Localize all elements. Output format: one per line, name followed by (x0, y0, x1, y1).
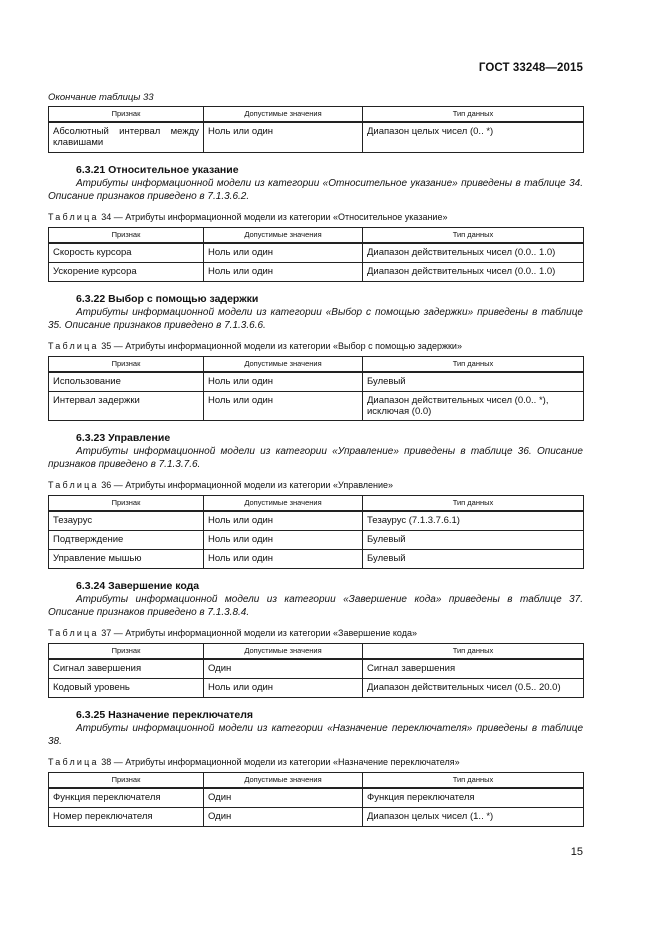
table-header-cell: Признак (49, 228, 204, 244)
table-caption-text: 35 — Атрибуты информационной модели из категории «Выбор с помощью задержки» (101, 341, 462, 351)
section-body: Атрибуты информационной модели из категории «Назначение переключателя» приведены в таблице 38. (48, 723, 583, 747)
table-cell: Ноль или один (204, 372, 363, 392)
table-cell: Тезаурус (7.1.3.7.6.1) (363, 511, 584, 531)
table-row (49, 372, 584, 392)
table-cell: Функция переключателя (49, 788, 204, 808)
table-header-cell: Тип данных (363, 228, 584, 244)
table-row (49, 788, 584, 808)
table-cell: Один (204, 788, 363, 808)
table-cell: Ноль или один (204, 243, 363, 263)
page-number: 15 (570, 846, 583, 858)
table-cell: Функция переключателя (363, 788, 584, 808)
table-header-cell: Признак (49, 773, 204, 789)
section (48, 164, 583, 282)
table-row (49, 122, 584, 153)
section (48, 293, 583, 421)
table-label: Таблица (48, 480, 99, 490)
table-cell: Булевый (363, 531, 584, 550)
table-label: Таблица (48, 341, 99, 351)
table-cell: Булевый (363, 372, 584, 392)
table-cell: Ускорение курсора (49, 263, 204, 282)
section-body: Атрибуты информационной модели из категории «Управление» приведены в таблице 36. Описание признаков приведено в 7.1.3.7.6. (48, 446, 583, 470)
table-cell: Ноль или один (204, 679, 363, 698)
section-body: Атрибуты информационной модели из категории «Относительное указание» приведены в таблице 34. Описание признаков приведено в 7.1.3.6.2. (48, 178, 583, 202)
table-caption (48, 480, 583, 490)
table-header-cell: Тип данных (363, 107, 584, 123)
table-header-cell: Тип данных (363, 357, 584, 373)
attribute-table (48, 356, 584, 421)
section (48, 709, 583, 827)
attribute-table (48, 227, 584, 282)
table-cell: Тезаурус (49, 511, 204, 531)
table-caption-text: 37 — Атрибуты информационной модели из категории «Завершение кода» (101, 628, 417, 638)
section (48, 432, 583, 569)
table-cell: Управление мышью (49, 550, 204, 569)
table-row (49, 243, 584, 263)
table-cell: Использование (49, 372, 204, 392)
table-label: Таблица (48, 628, 99, 638)
table-cell: Диапазон целых чисел (1.. *) (363, 808, 584, 827)
table-header-cell: Допустимые значения (204, 107, 363, 123)
page-content (48, 92, 583, 827)
table-caption (48, 341, 583, 351)
table-header-cell: Тип данных (363, 496, 584, 512)
attribute-table (48, 495, 584, 569)
continuation-caption: Окончание таблицы 33 (48, 92, 154, 103)
table-cell: Один (204, 808, 363, 827)
table-row (49, 659, 584, 679)
table-cell: Сигнал завершения (363, 659, 584, 679)
table-cell: Ноль или один (204, 550, 363, 569)
table-cell: Подтверждение (49, 531, 204, 550)
table-cell: Кодовый уровень (49, 679, 204, 698)
table-header-cell: Признак (49, 357, 204, 373)
table-cell: Булевый (363, 550, 584, 569)
table-cell: Ноль или один (204, 392, 363, 421)
section-title: 6.3.21 Относительное указание (76, 164, 239, 176)
section-title: 6.3.22 Выбор с помощью задержки (76, 293, 259, 305)
table-cell: Ноль или один (204, 122, 363, 153)
table-header-cell: Допустимые значения (204, 357, 363, 373)
table-row (49, 511, 584, 531)
table-caption-text: 38 — Атрибуты информационной модели из категории «Назначение переключателя» (101, 757, 460, 767)
table-cell: Ноль или один (204, 263, 363, 282)
section (48, 580, 583, 698)
table-header-cell: Признак (49, 107, 204, 123)
section-body: Атрибуты информационной модели из категории «Завершение кода» приведены в таблице 37. Описание признаков приведено в 7.1.3.8.4. (48, 594, 583, 618)
table-cell: Диапазон действительных чисел (0.0.. *), исключая (0.0) (363, 392, 584, 421)
section-title: 6.3.23 Управление (76, 432, 171, 444)
table-caption (48, 757, 583, 767)
table-cell: Диапазон целых чисел (0.. *) (363, 122, 584, 153)
section-title: 6.3.25 Назначение переключателя (76, 709, 254, 721)
table-33-continuation (48, 106, 584, 153)
table-cell: Ноль или один (204, 531, 363, 550)
table-cell: Номер переключателя (49, 808, 204, 827)
table-header-cell: Тип данных (363, 644, 584, 660)
table-row (49, 550, 584, 569)
table-caption (48, 628, 583, 638)
table-cell: Один (204, 659, 363, 679)
table-label: Таблица (48, 757, 99, 767)
table-header-cell: Признак (49, 644, 204, 660)
standard-number: ГОСТ 33248—2015 (478, 62, 583, 74)
table-header-cell: Допустимые значения (204, 644, 363, 660)
table-row (49, 263, 584, 282)
table-caption (48, 212, 583, 222)
table-label: Таблица (48, 212, 99, 222)
section-body: Атрибуты информационной модели из категории «Выбор с помощью задержки» приведены в таблице 35. Описание признаков приведено в 7.1.3.6.6. (48, 307, 583, 331)
table-row (49, 531, 584, 550)
table-cell: Диапазон действительных чисел (0.5.. 20.0) (363, 679, 584, 698)
table-cell: Ноль или один (204, 511, 363, 531)
table-cell: Диапазон действительных чисел (0.0.. 1.0) (363, 263, 584, 282)
table-cell: Абсолютный интервал между клавишами (49, 122, 204, 153)
table-caption-text: 36 — Атрибуты информационной модели из категории «Управление» (101, 480, 394, 490)
sections-container (48, 164, 583, 827)
table-header-cell: Допустимые значения (204, 496, 363, 512)
table-header-cell: Признак (49, 496, 204, 512)
attribute-table (48, 772, 584, 827)
table-row (49, 392, 584, 421)
table-row (49, 808, 584, 827)
table-row (49, 679, 584, 698)
table-caption-text: 34 — Атрибуты информационной модели из категории «Относительное указание» (101, 212, 448, 222)
table-cell: Скорость курсора (49, 243, 204, 263)
table-header-cell: Допустимые значения (204, 228, 363, 244)
table-cell: Интервал задержки (49, 392, 204, 421)
table-header-cell: Допустимые значения (204, 773, 363, 789)
table-header-cell: Тип данных (363, 773, 584, 789)
section-title: 6.3.24 Завершение кода (76, 580, 200, 592)
table-cell: Сигнал завершения (49, 659, 204, 679)
attribute-table (48, 643, 584, 698)
table-cell: Диапазон действительных чисел (0.0.. 1.0) (363, 243, 584, 263)
